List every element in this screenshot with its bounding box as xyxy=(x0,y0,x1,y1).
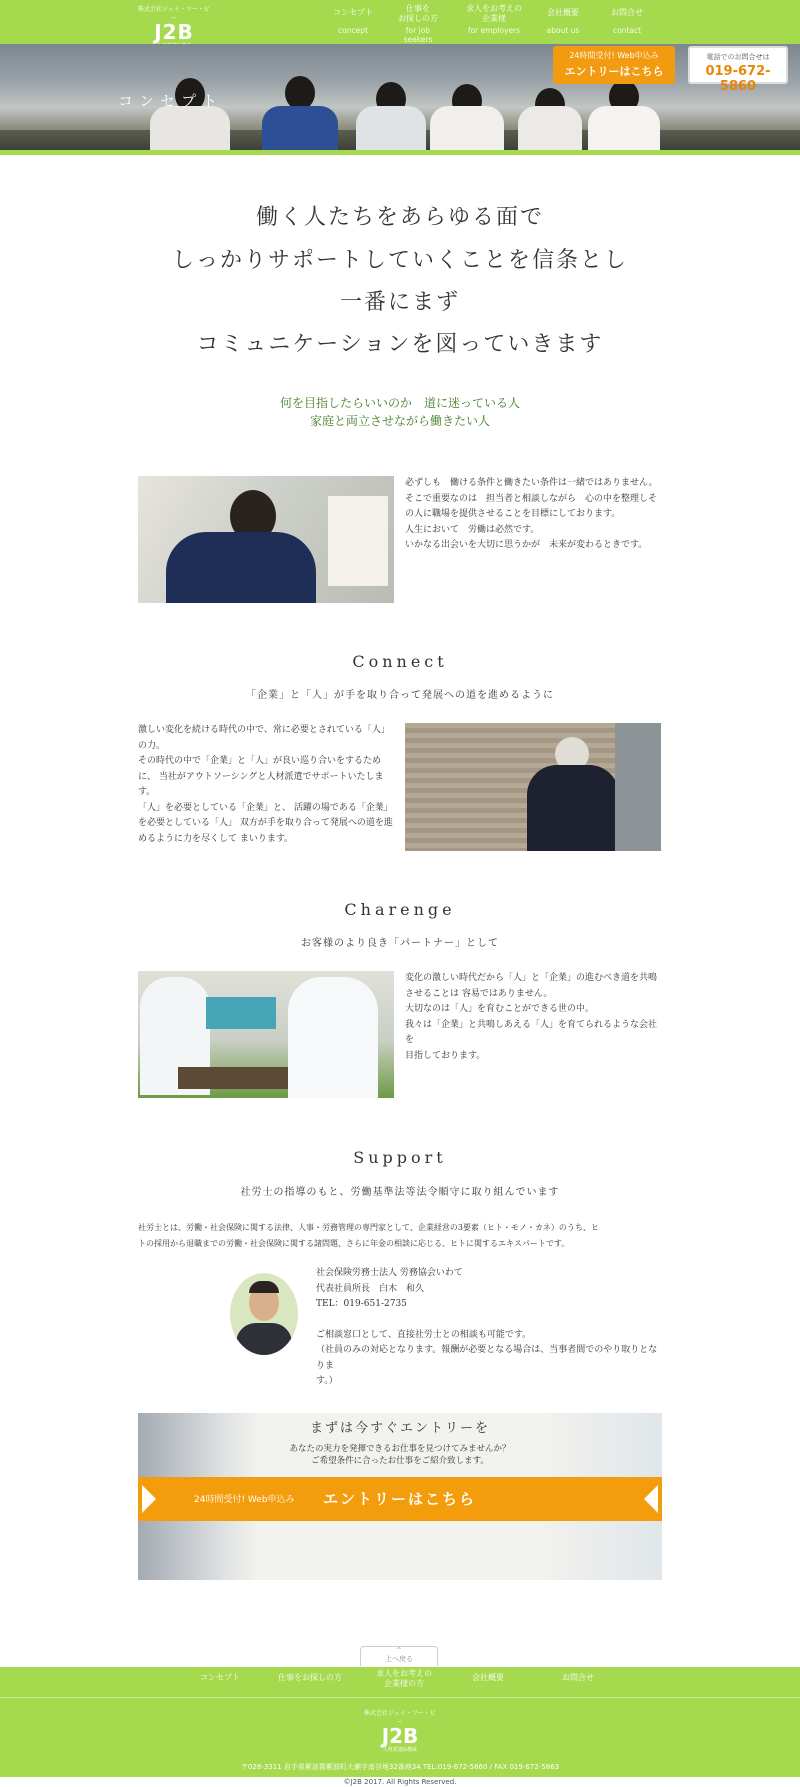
tel-contact-box[interactable] xyxy=(688,46,788,94)
hero-person-photo xyxy=(430,84,504,150)
support-note: す。） xyxy=(316,1376,338,1386)
cta-text: ご希望条件に合ったお仕事をご紹介致します。 xyxy=(311,1456,489,1466)
factory-photo xyxy=(138,971,394,1098)
nav-sub-label: for employers xyxy=(467,26,521,35)
entry-button-sub: 24時間受付! Web申込み xyxy=(569,51,659,60)
logo-company-name: 株式会社ジェイ・ツー・ビー xyxy=(138,6,210,22)
hero-person-photo xyxy=(518,88,582,150)
nav-employers[interactable] xyxy=(462,4,526,40)
section-title-connect: Connect xyxy=(352,652,448,671)
body-line: そこで重要なのは 担当者と相談しながら 心の中を整理しそ xyxy=(405,493,658,504)
hero-banner xyxy=(0,44,800,150)
intro-body xyxy=(405,476,665,554)
intro-headline: しっかりサポートしていくことを信条とし xyxy=(171,248,628,273)
section-subtitle: お客様のより良き「パートナー」として xyxy=(301,938,499,949)
hero-person-photo xyxy=(356,82,426,150)
support-body xyxy=(138,1220,666,1251)
footer-nav-contact[interactable]: お問合せ xyxy=(562,1673,594,1682)
connect-body xyxy=(138,723,398,847)
footer-nav-job-seekers[interactable]: 仕事をお探しの方 xyxy=(278,1673,342,1682)
footer-nav-concept[interactable]: コンセプト xyxy=(200,1673,240,1682)
body-line: させることは 容易ではありません。 xyxy=(405,988,553,999)
entry-cta-banner xyxy=(138,1413,662,1580)
entry-button[interactable] xyxy=(553,46,675,84)
nav-about[interactable] xyxy=(538,4,588,40)
body-line: 必ずしも 働ける条件と働きたい条件は一緒ではありません。 xyxy=(405,478,658,488)
cta-entry-button[interactable] xyxy=(138,1477,662,1521)
cta-title: まずは今すぐエントリーを xyxy=(309,1421,490,1436)
intro-headline: コミュニケーションを図っていきます xyxy=(196,332,604,357)
body-line: トの採用から退職までの労働・社会保険に関する諸問題、さらに年金の相談に応じる、ヒトに関するエキスパートです。 xyxy=(138,1238,570,1248)
nav-label: 求人をお考えの 企業様 xyxy=(466,4,522,23)
charenge-body xyxy=(405,971,665,1064)
representative-photo xyxy=(230,1273,298,1355)
intro-sub-headline: 家庭と両立させながら働きたい人 xyxy=(309,414,490,428)
page-top-label: 上へ戻る xyxy=(385,1655,413,1663)
body-line: を必要としている「人」 双方が手を取り合って発展への道を進 xyxy=(138,818,393,828)
hero-person-photo xyxy=(588,80,660,150)
body-line: 「人」を必要としている「企業」と、 活躍の場である「企業」 xyxy=(138,802,393,813)
site-header xyxy=(0,0,800,44)
nav-sub-label: concept xyxy=(338,26,368,35)
nav-label: 仕事を お探しの方 xyxy=(398,4,438,23)
footer-nav-about[interactable]: 会社概要 xyxy=(472,1673,504,1682)
support-note: ご相談窓口として、直接社労士との相談も可能です。 xyxy=(316,1329,532,1340)
footer xyxy=(0,1697,800,1777)
page-title: コンセプト xyxy=(118,92,224,110)
hero-divider xyxy=(0,150,800,155)
cta-text: あなたの実力を発揮できるお仕事を見つけてみませんか？ xyxy=(289,1444,511,1454)
page-top-button[interactable] xyxy=(360,1646,438,1666)
copyright: ©J2B 2017. All Rights Reserved. xyxy=(343,1778,457,1786)
body-line: の人に職場を提供させることを目標にしております。 xyxy=(405,509,621,519)
support-tel: TEL：019-651-2735 xyxy=(316,1299,407,1309)
tel-number: 019-672-5860 xyxy=(705,64,771,94)
nav-label: お問合せ xyxy=(611,8,643,17)
cta-button-sub: 24時間受付! Web申込み xyxy=(194,1495,295,1505)
chevron-up-icon: ^ xyxy=(396,1647,402,1654)
body-line: 人生において 労働は必然です。 xyxy=(405,524,540,535)
nav-label: コンセプト xyxy=(333,8,373,17)
hero-person-photo xyxy=(262,76,338,150)
logo-mark: J2B xyxy=(381,1724,419,1748)
support-contact xyxy=(316,1266,666,1390)
section-title-charenge: Charenge xyxy=(344,900,456,919)
nav-sub-label: about us xyxy=(546,26,580,35)
section-subtitle: 社労士の指導のもと、労働基準法等法令順守に取り組んでいます xyxy=(240,1187,560,1198)
tel-label: 電話でのお問合せは xyxy=(706,53,770,61)
intro-headline: 働く人たちをあらゆる面で xyxy=(255,205,544,230)
intro-headline: 一番にまず xyxy=(339,290,460,315)
footer-nav-employers[interactable]: 求人をお考えの 企業様の方 xyxy=(376,1669,432,1688)
nav-contact[interactable] xyxy=(602,4,652,40)
logo-company-name: 株式会社ジェイ・ツー・ビー xyxy=(364,1710,436,1726)
worker-photo xyxy=(138,476,394,603)
support-note: （社員のみの対応となります。報酬が必要となる場合は、当事者間でのやり取りとなりま xyxy=(316,1345,658,1371)
nav-concept[interactable] xyxy=(328,4,378,40)
arrow-right-icon xyxy=(142,1485,156,1513)
footer-logo[interactable] xyxy=(364,1708,436,1753)
body-line: 激しい変化を続ける時代の中で、常に必要とされている「人」 xyxy=(138,725,390,735)
intro-sub-headline: 何を目指したらいいのか 道に迷っている人 xyxy=(279,396,520,410)
nav-label: 会社概要 xyxy=(547,8,579,17)
nav-job-seekers[interactable] xyxy=(392,4,444,44)
support-org-name: 社会保険労務士法人 労務協会いわて xyxy=(316,1268,463,1278)
section-subtitle: 「企業」と「人」が手を取り合って発展への道を進めるように xyxy=(246,690,554,701)
body-line: 社労士とは、労働・社会保険に関する法律、人事・労務管理の専門家として、企業経営の3要素（ヒト・モノ・カネ）のうち、ヒ xyxy=(138,1223,599,1232)
arrow-left-icon xyxy=(644,1485,658,1513)
body-line: その時代の中で「企業」と「人」が良い巡り合いをするため xyxy=(138,756,382,766)
footer-address: 〒028-3311 岩手県紫波郡紫波町大瀬字南谷地32番地34 TEL:019-672-5860 / FAX 019-672-5863 xyxy=(240,1763,560,1771)
footer-nav xyxy=(0,1667,800,1697)
nav-sub-label: contact xyxy=(612,26,642,35)
warehouse-photo xyxy=(405,723,661,851)
body-line: 我々は「企業」と共鳴しあえる「人」を育てられるような会社を xyxy=(405,1019,658,1045)
logo-tagline: 人材派遣&構成 xyxy=(383,1747,417,1753)
entry-button-label: エントリーはこちら xyxy=(564,65,664,78)
section-title-support: Support xyxy=(353,1148,447,1167)
logo-mark: J2B xyxy=(154,20,194,44)
body-line: いかなる出会いを大切に思うかが 未来が変わるときです。 xyxy=(405,540,648,550)
hero-person-photo xyxy=(150,78,230,150)
body-line: 変化の激しい時代だから「人」と「企業」の進むべき道を共鳴 xyxy=(405,973,658,983)
support-representative: 代表社員所長 白木 和久 xyxy=(316,1283,425,1294)
body-line: に、 当社がアウトソーシングと人材派遣でサポートいたします。 xyxy=(138,771,384,797)
body-line: 大切なのは「人」を育むことができる世の中。 xyxy=(405,1004,595,1014)
body-line: めるように力を尽くして まいります。 xyxy=(138,833,294,844)
body-line: 目指しております。 xyxy=(405,1050,486,1061)
nav-sub-label: for job seekers xyxy=(403,26,433,44)
site-logo[interactable] xyxy=(138,4,210,44)
body-line: の力。 xyxy=(138,740,166,751)
cta-button-label: エントリーはこちら xyxy=(323,1490,477,1508)
